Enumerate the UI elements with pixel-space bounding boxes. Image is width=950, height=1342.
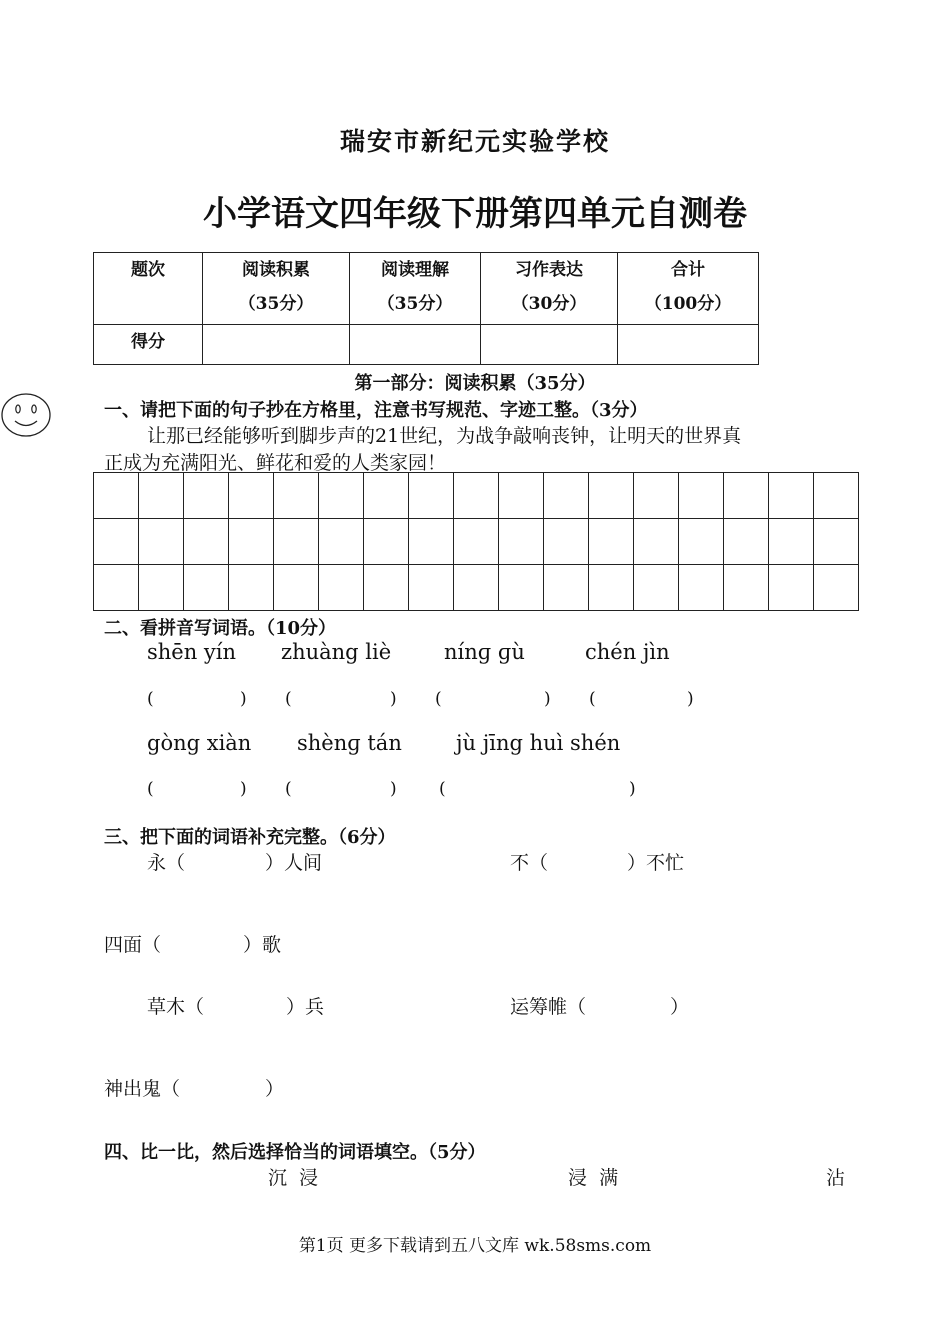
q3-title: 三、把下面的词语补充完整。（6分）	[104, 827, 396, 848]
answer-bracket-open: (	[439, 779, 446, 799]
grid-cell[interactable]	[814, 565, 859, 611]
grid-cell[interactable]	[319, 519, 364, 565]
page-footer: 第1页 更多下载请到五八文库 wk.58sms.com	[298, 1236, 652, 1256]
idiom-part: 神出鬼（	[104, 1078, 181, 1100]
pinyin: chén jìn	[585, 640, 670, 664]
score-header-points: （30分）	[511, 294, 587, 314]
q1-title: 一、请把下面的句子抄在方格里，注意书写规范、字迹工整。（3分）	[104, 400, 648, 421]
grid-cell[interactable]	[274, 473, 319, 519]
answer-bracket-open: (	[435, 689, 442, 709]
grid-cell[interactable]	[274, 565, 319, 611]
grid-cell[interactable]	[184, 473, 229, 519]
grid-cell[interactable]	[94, 473, 139, 519]
grid-cell[interactable]	[814, 473, 859, 519]
idiom-part: ）兵	[286, 996, 325, 1018]
grid-cell[interactable]	[94, 519, 139, 565]
grid-cell[interactable]	[319, 473, 364, 519]
q1-sentence-line2: 正成为充满阳光、鲜花和爱的人类家园！	[104, 452, 447, 474]
pinyin: zhuàng liè	[281, 640, 392, 664]
score-table-row	[94, 325, 759, 365]
score-table-header-row	[94, 253, 759, 325]
idiom-part: 四面（	[104, 934, 162, 956]
grid-cell[interactable]	[409, 565, 454, 611]
idiom-part: 草木（	[147, 996, 205, 1018]
smiley-face-icon	[0, 390, 54, 440]
pinyin: shènɡ tán	[297, 731, 402, 755]
writing-grid-row	[94, 519, 859, 565]
school-name: 瑞安市新纪元实验学校	[339, 127, 610, 156]
idiom-part: ）	[670, 996, 690, 1018]
score-cell[interactable]	[203, 325, 350, 365]
grid-cell[interactable]	[499, 519, 544, 565]
score-header-cell	[618, 253, 759, 325]
idiom-part: ）人间	[265, 852, 323, 874]
grid-cell[interactable]	[589, 519, 634, 565]
grid-cell[interactable]	[679, 565, 724, 611]
grid-cell[interactable]	[499, 473, 544, 519]
score-header-name: 题次	[131, 260, 165, 280]
score-header-name: 合计	[671, 260, 705, 280]
score-cell[interactable]	[618, 325, 759, 365]
score-header-name: 阅读理解	[381, 260, 449, 280]
grid-cell[interactable]	[499, 565, 544, 611]
answer-bracket-close: )	[687, 689, 694, 709]
score-header-cell	[203, 253, 350, 325]
grid-cell[interactable]	[364, 565, 409, 611]
score-header-points: （35分）	[377, 294, 453, 314]
grid-cell[interactable]	[544, 519, 589, 565]
idiom-part: 永（	[147, 852, 186, 874]
grid-cell[interactable]	[184, 519, 229, 565]
score-row-label-text: 得分	[131, 332, 165, 352]
score-header-cell	[350, 253, 481, 325]
grid-cell[interactable]	[139, 565, 184, 611]
grid-cell[interactable]	[454, 565, 499, 611]
grid-cell[interactable]	[634, 473, 679, 519]
idiom-part: 运筹帷（	[510, 996, 587, 1018]
grid-cell[interactable]	[454, 473, 499, 519]
q1-sentence-line1: 让那已经能够听到脚步声的21世纪，为战争敲响丧钟，让明天的世界真	[147, 425, 742, 447]
q2-title: 二、看拼音写词语。（10分）	[104, 618, 337, 639]
grid-cell[interactable]	[544, 565, 589, 611]
answer-bracket-close: )	[390, 689, 397, 709]
idiom-part: ）	[265, 1078, 285, 1100]
idiom-part: ）歌	[243, 934, 282, 956]
score-header-name: 阅读积累	[242, 260, 310, 280]
grid-cell[interactable]	[634, 565, 679, 611]
score-cell[interactable]	[350, 325, 481, 365]
score-header-points: （35分）	[238, 294, 314, 314]
grid-cell[interactable]	[409, 519, 454, 565]
grid-cell[interactable]	[724, 565, 769, 611]
grid-cell[interactable]	[769, 473, 814, 519]
score-header-points: （100分）	[644, 294, 732, 314]
grid-cell[interactable]	[679, 519, 724, 565]
writing-grid-row	[94, 473, 859, 519]
word-choice: 沾	[826, 1167, 846, 1189]
score-header-name: 习作表达	[515, 260, 583, 280]
pinyin: jù jīng huì shén	[456, 731, 621, 755]
page-title: 小学语文四年级下册第四单元自测卷	[203, 194, 747, 234]
answer-bracket-close: )	[390, 779, 397, 799]
score-table	[93, 252, 759, 365]
grid-cell[interactable]	[589, 565, 634, 611]
score-header-cell	[94, 253, 203, 325]
grid-cell[interactable]	[724, 473, 769, 519]
writing-grid[interactable]	[93, 472, 859, 611]
answer-bracket-open: (	[147, 779, 154, 799]
answer-bracket-close: )	[240, 689, 247, 709]
answer-bracket-close: )	[544, 689, 551, 709]
idiom-part: ）不忙	[627, 852, 685, 874]
grid-cell[interactable]	[454, 519, 499, 565]
writing-grid-row	[94, 565, 859, 611]
answer-bracket-open: (	[285, 779, 292, 799]
grid-cell[interactable]	[229, 473, 274, 519]
part1-heading: 第一部分：阅读积累（35分）	[354, 373, 596, 394]
score-header-cell	[481, 253, 618, 325]
score-row-label	[94, 325, 203, 365]
answer-bracket-open: (	[147, 689, 154, 709]
answer-bracket-close: )	[629, 779, 636, 799]
grid-cell[interactable]	[364, 519, 409, 565]
grid-cell[interactable]	[544, 473, 589, 519]
pinyin: gòng xiàn	[147, 731, 252, 755]
answer-bracket-open: (	[285, 689, 292, 709]
grid-cell[interactable]	[634, 519, 679, 565]
grid-cell[interactable]	[814, 519, 859, 565]
grid-cell[interactable]	[319, 565, 364, 611]
answer-bracket-open: (	[589, 689, 596, 709]
idiom-part: 不（	[510, 852, 549, 874]
grid-cell[interactable]	[229, 565, 274, 611]
grid-cell[interactable]	[769, 565, 814, 611]
word-choice: 浸 满	[568, 1167, 619, 1189]
pinyin: nínɡ ɡù	[444, 640, 525, 664]
grid-cell[interactable]	[94, 565, 139, 611]
grid-cell[interactable]	[769, 519, 814, 565]
q4-title: 四、比一比，然后选择恰当的词语填空。（5分）	[104, 1142, 486, 1163]
grid-cell[interactable]	[229, 519, 274, 565]
grid-cell[interactable]	[589, 473, 634, 519]
pinyin: shēn yín	[147, 640, 237, 664]
grid-cell[interactable]	[139, 519, 184, 565]
grid-cell[interactable]	[679, 473, 724, 519]
grid-cell[interactable]	[409, 473, 454, 519]
grid-cell[interactable]	[139, 473, 184, 519]
answer-bracket-close: )	[240, 779, 247, 799]
grid-cell[interactable]	[724, 519, 769, 565]
score-cell[interactable]	[481, 325, 618, 365]
grid-cell[interactable]	[274, 519, 319, 565]
word-choice: 沉 浸	[268, 1167, 319, 1189]
grid-cell[interactable]	[184, 565, 229, 611]
grid-cell[interactable]	[364, 473, 409, 519]
